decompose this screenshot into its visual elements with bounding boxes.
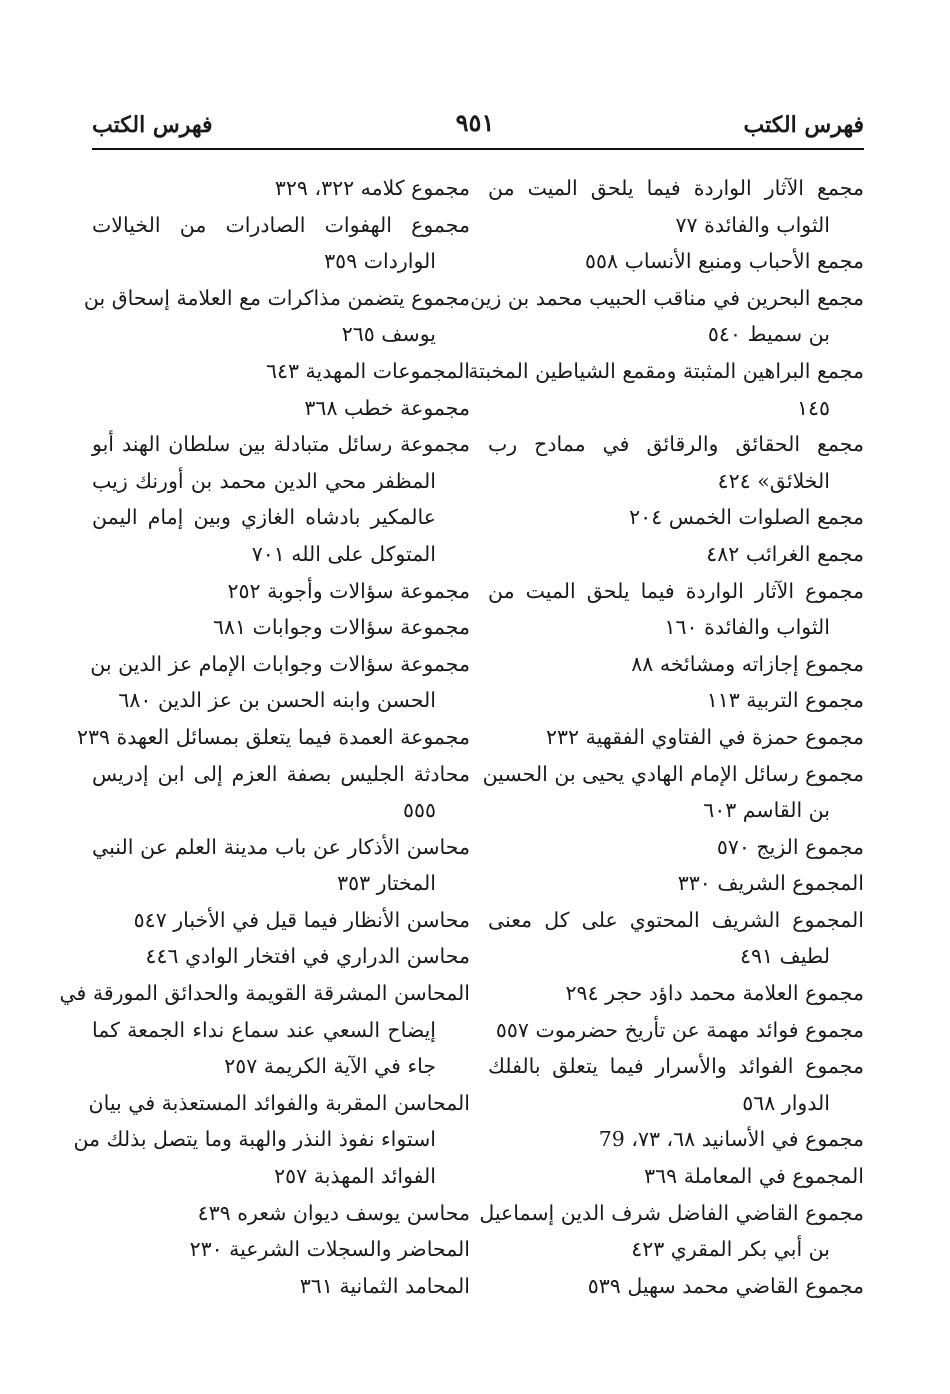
index-entry-continuation: الثواب والفائدة ٧٧ — [675, 212, 830, 237]
index-entry-continuation: استواء نفوذ النذر والهبة وما يتصل بذلك من — [73, 1127, 436, 1152]
index-entry — [92, 646, 470, 719]
index-entry-title: مجموعة سؤالات وجوابات الإمام عز الدين بن — [90, 651, 470, 676]
index-entry-title: مجموعة سؤالات وجوابات ٦٨١ — [212, 615, 470, 640]
index-entry — [92, 938, 470, 975]
index-entry — [92, 573, 470, 610]
index-entry — [83, 280, 470, 353]
index-entry-title: مجموع الآثار الواردة فيما يلحق الميت من — [488, 578, 864, 603]
index-entry-continuation: المتوكل على الله ٧٠١ — [251, 541, 436, 566]
index-entry — [482, 756, 864, 829]
index-entry-title: مجمع الصلوات الخمس ٢٠٤ — [629, 505, 864, 530]
index-entry — [488, 719, 864, 756]
index-entry — [92, 207, 470, 280]
index-entry — [92, 426, 470, 572]
index-entry-continuation: المختار ٣٥٣ — [337, 871, 436, 896]
index-entry-title: مجمع الأحباب ومنبع الأنساب ٥٥٨ — [585, 249, 864, 274]
index-entry — [488, 1158, 864, 1195]
index-entry — [92, 353, 470, 390]
index-entry-title: مجموع العلامة محمد داؤد حجر ٢٩٤ — [565, 981, 864, 1006]
index-entry — [92, 902, 470, 939]
index-entry — [92, 390, 470, 427]
index-entry — [488, 829, 864, 866]
index-entry-title: مجموع القاضي محمد سهيل ٥٣٩ — [587, 1273, 864, 1298]
index-entry — [470, 280, 864, 353]
index-entry-continuation: ١٤٥ — [796, 395, 830, 420]
index-entry — [488, 682, 864, 719]
index-entry — [92, 1231, 470, 1268]
index-entry-title: المحاسن المقربة والفوائد المستعذبة في بيان — [88, 1090, 470, 1115]
index-entry — [92, 170, 470, 207]
index-entry-title: مجموعة خطب ٣٦٨ — [304, 395, 470, 420]
index-entry-title: محاسن الأذكار عن باب مدينة العلم عن النبي — [92, 834, 470, 859]
index-entry-title: المحاضر والسجلات الشرعية ٢٣٠ — [189, 1237, 470, 1262]
index-entry — [488, 1268, 864, 1305]
header-rule — [92, 148, 864, 150]
index-entry-continuation: بن القاسم ٦٠٣ — [703, 798, 830, 823]
index-entry-title: محاسن يوسف ديوان شعره ٤٣٩ — [197, 1200, 470, 1225]
index-entry — [92, 1195, 470, 1232]
index-entry-continuation: جاء في الآية الكريمة ٢٥٧ — [224, 1054, 436, 1079]
index-entry-title: مجموعة رسائل متبادلة بين سلطان الهند أبو — [92, 432, 470, 457]
index-entry — [488, 536, 864, 573]
index-entry-continuation: عالمكير بادشاه الغازي وبين إمام اليمن — [92, 505, 436, 530]
index-entry-title: مجموع كلامه ٣٢٢، ٣٢٩ — [274, 176, 470, 200]
index-entry — [488, 902, 864, 975]
index-entry — [488, 426, 864, 499]
index-entry-title: مجمع البحرين في مناقب الحبيب محمد بن زين — [470, 285, 864, 310]
index-entry — [488, 975, 864, 1012]
index-entry — [479, 1195, 864, 1268]
index-entry-continuation: إيضاح السعي عند سماع نداء الجمعة كما — [92, 1017, 436, 1042]
index-entry-title: مجموع التربية ١١٣ — [706, 688, 864, 713]
index-entry — [488, 1012, 864, 1049]
index-entry-title: مجمع الحقائق والرقائق في ممادح رب — [488, 432, 864, 457]
index-entry-continuation: المظفر محي الدين محمد بن أورنك زيب — [92, 468, 436, 493]
index-entry-title: مجموع في الأسانيد ٦٨، ٧٣، 79 — [598, 1127, 864, 1152]
index-entry-title: مجموع حمزة في الفتاوي الفقهية ٢٣٢ — [546, 724, 864, 749]
index-entry-continuation: الفوائد المهذبة ٢٥٧ — [274, 1164, 436, 1189]
index-entry — [92, 756, 470, 829]
index-entry-continuation: الدوار ٥٦٨ — [742, 1090, 830, 1115]
index-entry-title: مجمع الغرائب ٤٨٢ — [706, 541, 864, 566]
index-entry — [488, 170, 864, 243]
index-entry-title: مجموع فوائد مهمة عن تأريخ حضرموت ٥٥٧ — [495, 1017, 864, 1042]
index-entry-title: مجموع الفوائد والأسرار فيما يتعلق بالفلك — [488, 1054, 864, 1079]
running-header-right: فهرس الكتب — [743, 112, 864, 138]
index-entry — [488, 573, 864, 646]
index-entry-continuation: الحسن وابنه الحسن بن عز الدين ٦٨٠ — [118, 688, 436, 713]
index-entry-title: المجموعات المهدية ٦٤٣ — [265, 358, 470, 383]
index-entry — [468, 353, 864, 426]
index-entry-continuation: بن سميط ٥٤٠ — [707, 322, 830, 347]
index-entry-title: المحامد الثمانية ٣٦١ — [299, 1273, 470, 1298]
index-column-right — [468, 170, 864, 1304]
index-entry-title: مجموعة سؤالات وأجوبة ٢٥٢ — [227, 578, 470, 603]
index-column-left — [59, 170, 470, 1304]
index-entry-title: محاسن الأنظار فيما قيل في الأخبار ٥٤٧ — [133, 907, 470, 932]
index-entry-continuation: الخلائق» ٤٢٤ — [717, 468, 830, 493]
index-entry — [76, 719, 470, 756]
index-entry-title: مجموع إجازاته ومشائخه ٨٨ — [631, 651, 864, 676]
index-entry-title: المجموع الشريف ٣٣٠ — [677, 871, 864, 896]
index-entry — [488, 865, 864, 902]
index-entry — [59, 975, 470, 1085]
index-entry-continuation: يوسف ٢٦٥ — [341, 322, 436, 347]
index-entry-continuation: لطيف ٤٩١ — [739, 944, 830, 969]
index-entry-title: المجموع الشريف المحتوي على كل معنى — [488, 907, 864, 932]
page-number: ٩٥١ — [455, 108, 495, 137]
index-entry — [73, 1085, 470, 1195]
index-entry-title: مجمع البراهين المثبتة ومقمع الشياطين المخبتة — [468, 358, 864, 383]
index-entry-title: مجموع رسائل الإمام الهادي يحيى بن الحسين — [482, 761, 864, 786]
index-entry-title: مجموع يتضمن مذاكرات مع العلامة إسحاق بن — [83, 285, 470, 310]
index-entry — [92, 609, 470, 646]
index-entry — [488, 1121, 864, 1158]
index-entry — [92, 829, 470, 902]
index-entry — [92, 1268, 470, 1305]
index-entry-title: مجموع الزيج ٥٧٠ — [716, 834, 864, 859]
index-entry-continuation: الواردات ٣٥٩ — [324, 249, 436, 274]
index-entry-title: مجموع القاضي الفاضل شرف الدين إسماعيل — [479, 1200, 864, 1225]
index-entry — [488, 646, 864, 683]
index-entry-title: المحاسن المشرقة القويمة والحدائق المورقة في — [59, 981, 470, 1006]
index-entry — [488, 499, 864, 536]
index-entry-title: المجموع في المعاملة ٣٦٩ — [644, 1164, 864, 1189]
running-header-left: فهرس الكتب — [92, 112, 213, 138]
index-entry-continuation: بن أبي بكر المقري ٤٢٣ — [631, 1237, 830, 1262]
index-entry-title: محادثة الجليس بصفة العزم إلى ابن إدريس — [92, 761, 470, 786]
index-entry-title: محاسن الدراري في افتخار الوادي ٤٤٦ — [145, 944, 470, 969]
index-entry-continuation: الثواب والفائدة ١٦٠ — [664, 615, 830, 640]
index-entry — [488, 1048, 864, 1121]
index-entry-title: مجمع الآثار الواردة فيما يلحق الميت من — [488, 176, 864, 200]
index-entry — [488, 243, 864, 280]
index-entry-title: مجموع الهفوات الصادرات من الخيالات — [92, 212, 470, 237]
index-entry-title: مجموعة العمدة فيما يتعلق بمسائل العهدة ٢٣٩ — [76, 724, 470, 749]
index-entry-continuation: ٥٥٥ — [402, 798, 436, 823]
